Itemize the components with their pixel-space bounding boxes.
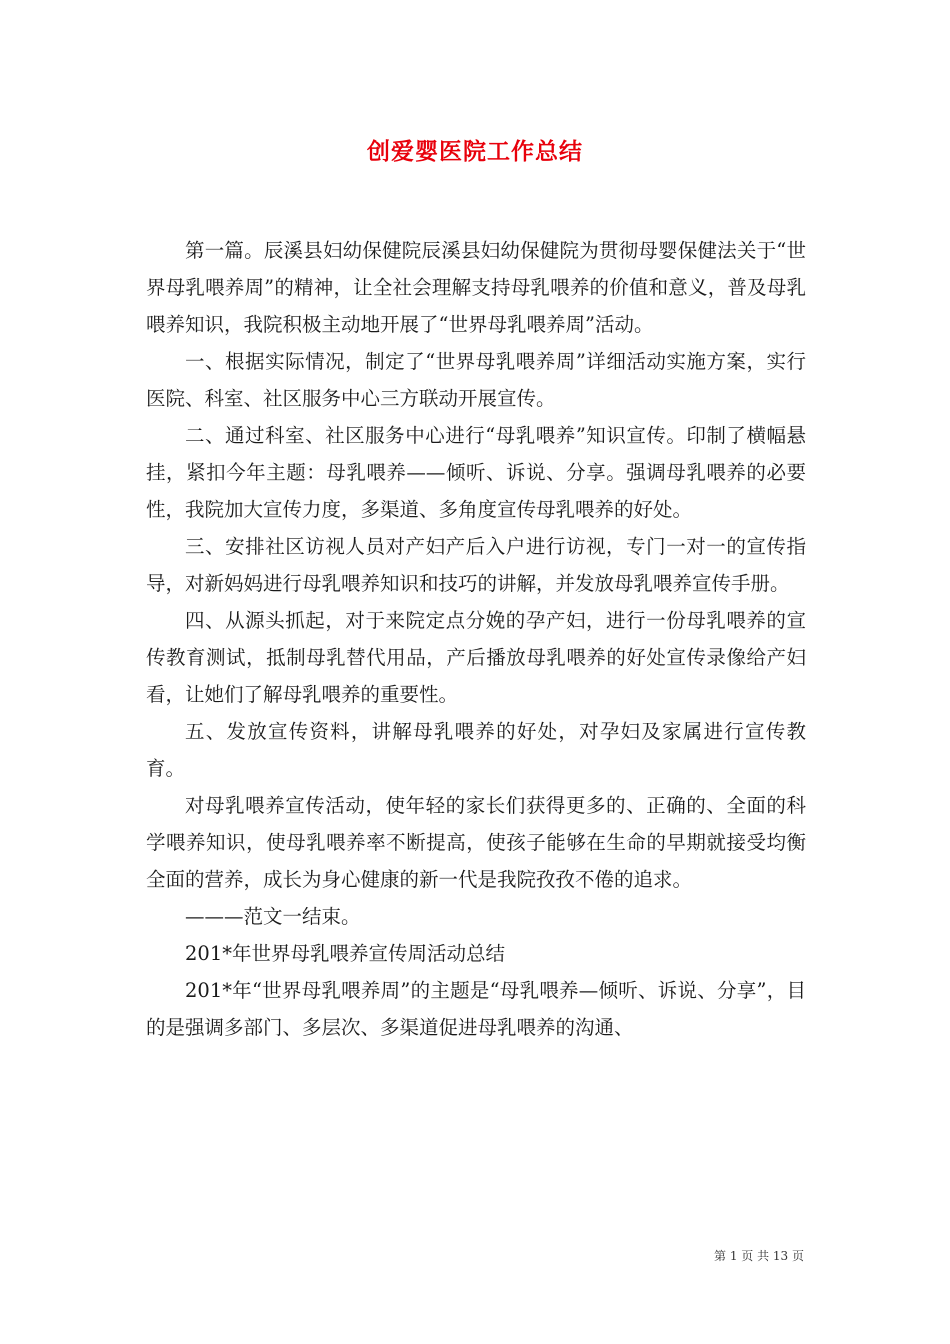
paragraph-item-4: 四、从源头抓起，对于来院定点分娩的孕产妇，进行一份母乳喂养的宣传教育测试，抵制母乳替代用品，产后播放母乳喂养的好处宣传录像给产妇看，让她们了解母乳喂养的重要性。 bbox=[146, 609, 806, 706]
page-title: 创爱婴医院工作总结 bbox=[367, 138, 583, 165]
paragraph-subheading: 201*年世界母乳喂养宣传周活动总结 bbox=[185, 942, 505, 965]
paragraph-intro: 第一篇。辰溪县妇幼保健院辰溪县妇幼保健院为贯彻母婴保健法关于“世界母乳喂养周”的精神，让全社会理解支持母乳喂养的价值和意义，普及母乳喂养知识，我院积极主动地开展了“世界母乳喂养周”活动。 bbox=[146, 239, 806, 336]
paragraph-conclusion: 对母乳喂养宣传活动，使年轻的家长们获得更多的、正确的、全面的科学喂养知识，使母乳喂养率不断提高，使孩子能够在生命的早期就接受均衡全面的营养，成长为身心健康的新一代是我院孜孜不倦的追求。 bbox=[146, 794, 806, 891]
document-body bbox=[146, 232, 806, 1046]
page-number: 第 1 页 共 13 页 bbox=[714, 1249, 804, 1263]
paragraph-item-3: 三、安排社区访视人员对产妇产后入户进行访视，专门一对一的宣传指导，对新妈妈进行母乳喂养知识和技巧的讲解，并发放母乳喂养宣传手册。 bbox=[146, 535, 806, 595]
paragraph-item-1: 一、根据实际情况，制定了“世界母乳喂养周”详细活动实施方案，实行医院、科室、社区服务中心三方联动开展宣传。 bbox=[146, 350, 806, 410]
paragraph-item-2: 二、通过科室、社区服务中心进行“母乳喂养”知识宣传。印制了横幅悬挂，紧扣今年主题：母乳喂养——倾听、诉说、分享。强调母乳喂养的必要性，我院加大宣传力度，多渠道、多角度宣传母乳喂养的好处。 bbox=[146, 424, 806, 521]
paragraph-theme: 201*年“世界母乳喂养周”的主题是“母乳喂养—倾听、诉说、分享”，目的是强调多部门、多层次、多渠道促进母乳喂养的沟通、 bbox=[146, 979, 806, 1039]
paragraph-item-5: 五、发放宣传资料，讲解母乳喂养的好处，对孕妇及家属进行宣传教育。 bbox=[146, 720, 806, 780]
paragraph-end-marker: ———范文一结束。 bbox=[185, 905, 361, 928]
